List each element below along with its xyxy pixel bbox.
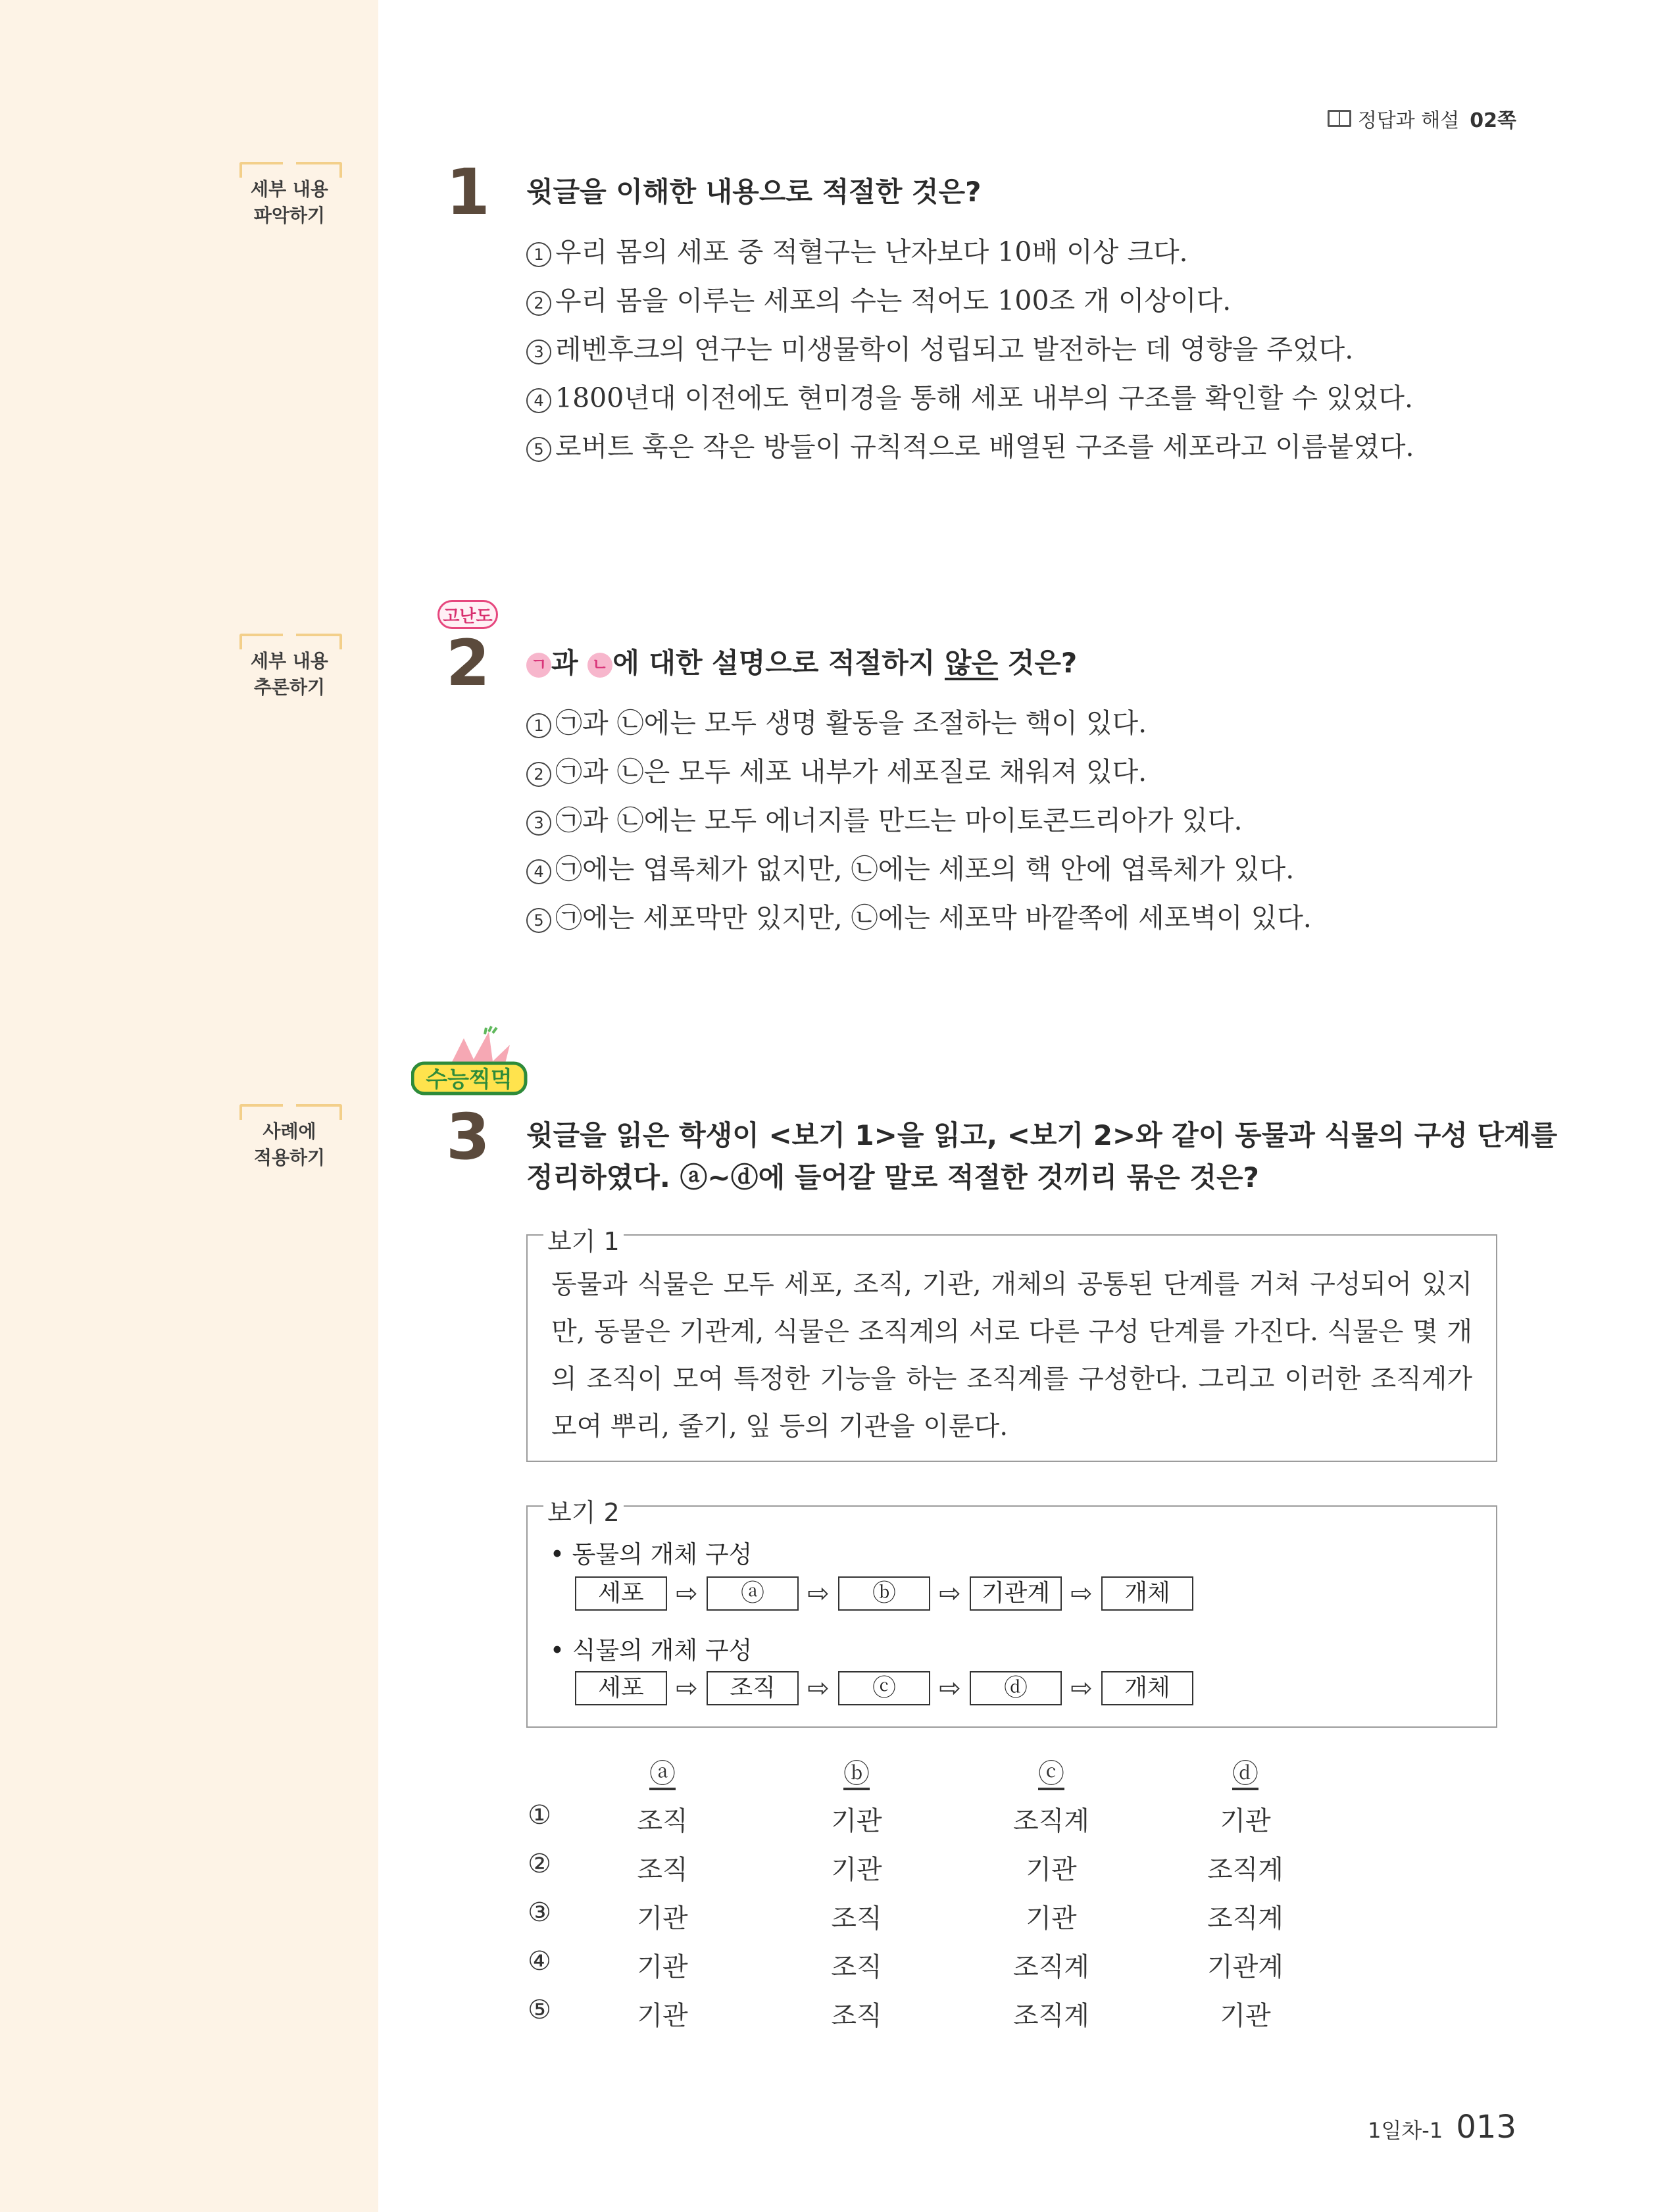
animal-title: • 동물의 개체 구성 [550,1540,753,1569]
option[interactable]: 1 ㉠과 ㉡에는 모두 생명 활동을 조절하는 핵이 있다. [526,699,1312,747]
page-number: 013 [1456,2109,1516,2146]
arrow-icon: ⇨ [1070,1673,1093,1703]
arrow-icon: ⇨ [676,1673,698,1703]
option-number: 2 [526,762,551,787]
arrow-icon: ⇨ [939,1673,961,1703]
tag-line: 세부 내용 [251,178,328,200]
arrow-icon: ⇨ [807,1673,830,1703]
answer-row[interactable]: ③ 기관 조직 기관 조직계 [528,1898,1283,1934]
question-number: 1 [446,155,490,229]
tag-bracket [239,634,342,649]
option[interactable]: 1 우리 몸의 세포 중 적혈구는 난자보다 10배 이상 크다. [526,228,1414,276]
option[interactable]: 4 1800년대 이전에도 현미경을 통해 세포 내부의 구조를 확인할 수 있었다. [526,374,1414,422]
mark-a: ㄱ [526,653,551,678]
option-number: 3 [526,339,551,364]
q2-options [526,699,1312,942]
answer-table [526,1753,1447,2042]
book-icon [1328,110,1351,127]
tag-q1 [239,176,339,229]
option-number: 5 [526,437,551,462]
page-footer [1368,2109,1516,2146]
plant-flow [575,1671,1193,1705]
arrow-icon: ⇨ [807,1578,830,1609]
flow-box: ⓓ [970,1671,1062,1705]
flow-box: ⓒ [838,1671,930,1705]
flow-box: ⓑ [838,1576,930,1611]
question-number: 2 [446,626,490,700]
box-label: 보기 2 [543,1492,624,1528]
option[interactable]: 5 로버트 훅은 작은 방들이 규칙적으로 배열된 구조를 세포라고 이름붙였다. [526,422,1414,471]
option-number: 3 [526,811,551,836]
question-text: 윗글을 이해한 내용으로 적절한 것은? [526,176,982,208]
arrow-icon: ⇨ [1070,1578,1093,1609]
flow-box: 개체 [1101,1671,1193,1705]
plant-title: • 식물의 개체 구성 [550,1636,753,1665]
question-text: 윗글을 읽은 학생이 <보기 1>을 읽고, <보기 2>와 같이 동물과 식물의 구성 단계를 정리하였다. ⓐ~ⓓ에 들어갈 말로 적절한 것끼리 묶은 것은? [526,1119,1558,1194]
flow-box: 세포 [575,1576,667,1611]
flow-box: ⓐ [707,1576,799,1611]
tag-q3 [239,1119,339,1171]
answer-reference [1328,104,1516,133]
tag-line: 파악하기 [253,205,326,226]
answer-header: ⓑ [843,1759,870,1789]
box-text: 동물과 식물은 모두 세포, 조직, 기관, 개체의 공통된 단계를 거쳐 구성되어 있지만, 동물은 기관계, 식물은 조직계의 서로 다른 구성 단계를 가진다. 식물은 몇 개의 조직이 모여 특정한 기능을 하는 조직계를 구성한다. 그리고 이러한 조직계가 모여 뿌리, 줄기, 잎 등의 기관을 이룬다. [551,1269,1472,1442]
flow-box: 기관계 [970,1576,1062,1611]
flow-box: 개체 [1101,1576,1193,1611]
option[interactable]: 2 ㉠과 ㉡은 모두 세포 내부가 세포질로 채워져 있다. [526,747,1312,796]
answer-header: ⓐ [649,1759,676,1789]
option-number: 1 [526,242,551,267]
answer-row[interactable]: ④ 기관 조직 조직계 기관계 [528,1946,1283,1982]
answer-page: 02쪽 [1470,109,1516,132]
tag-line: 적용하기 [253,1147,326,1169]
mark-b: ㄴ [587,653,612,678]
tag-line: 사례에 [262,1120,316,1142]
tag-bracket [239,1104,342,1120]
answer-row[interactable]: ⑤ 기관 조직 조직계 기관 [528,1995,1271,2031]
difficulty-badge: 고난도 [437,600,498,629]
badge-label: 수능찍먹 [426,1067,512,1093]
option[interactable]: 2 우리 몸을 이루는 세포의 수는 적어도 100조 개 이상이다. [526,276,1414,325]
example-box-2 [526,1498,1497,1728]
option-number: 1 [526,713,551,738]
answer-header: ⓒ [1038,1759,1064,1789]
emphasis: 않은 [944,647,999,679]
option[interactable]: 3 ㉠과 ㉡에는 모두 에너지를 만드는 마이토콘드리아가 있다. [526,796,1312,845]
fork-icon [485,1026,497,1034]
animal-flow [575,1576,1193,1611]
tag-line: 세부 내용 [251,650,328,672]
answer-row[interactable]: ① 조직 기관 조직계 기관 [528,1800,1271,1836]
option[interactable]: 5 ㉠에는 세포막만 있지만, ㉡에는 세포막 바깥쪽에 세포벽이 있다. [526,893,1312,942]
question-number: 3 [446,1100,490,1174]
flow-box: 조직 [707,1671,799,1705]
option-number: 5 [526,908,551,933]
answer-header: ⓓ [1232,1759,1258,1789]
answer-row[interactable]: ② 조직 기관 기관 조직계 [528,1849,1283,1885]
q1-options [526,228,1414,471]
answer-label: 정답과 해설 [1357,109,1460,132]
option-number: 4 [526,859,551,884]
question-text: ㄱ 과 ㄴ 에 대한 설명으로 적절하지 않은 것은? [526,642,1077,684]
suneung-badge [411,1025,530,1097]
footer-label: 1일차-1 [1368,2118,1443,2143]
tag-bracket [239,162,342,178]
tag-line: 추론하기 [253,676,326,698]
arrow-icon: ⇨ [939,1578,961,1609]
option-number: 4 [526,388,551,413]
arrow-icon: ⇨ [676,1578,698,1609]
box-label: 보기 1 [543,1221,624,1257]
example-box-1 [526,1227,1497,1462]
option[interactable]: 3 레벤후크의 연구는 미생물학이 성립되고 발전하는 데 영향을 주었다. [526,325,1414,374]
flow-box: 세포 [575,1671,667,1705]
option[interactable]: 4 ㉠에는 엽록체가 없지만, ㉡에는 세포의 핵 안에 엽록체가 있다. [526,845,1312,893]
tag-q2 [239,648,339,701]
option-number: 2 [526,291,551,316]
